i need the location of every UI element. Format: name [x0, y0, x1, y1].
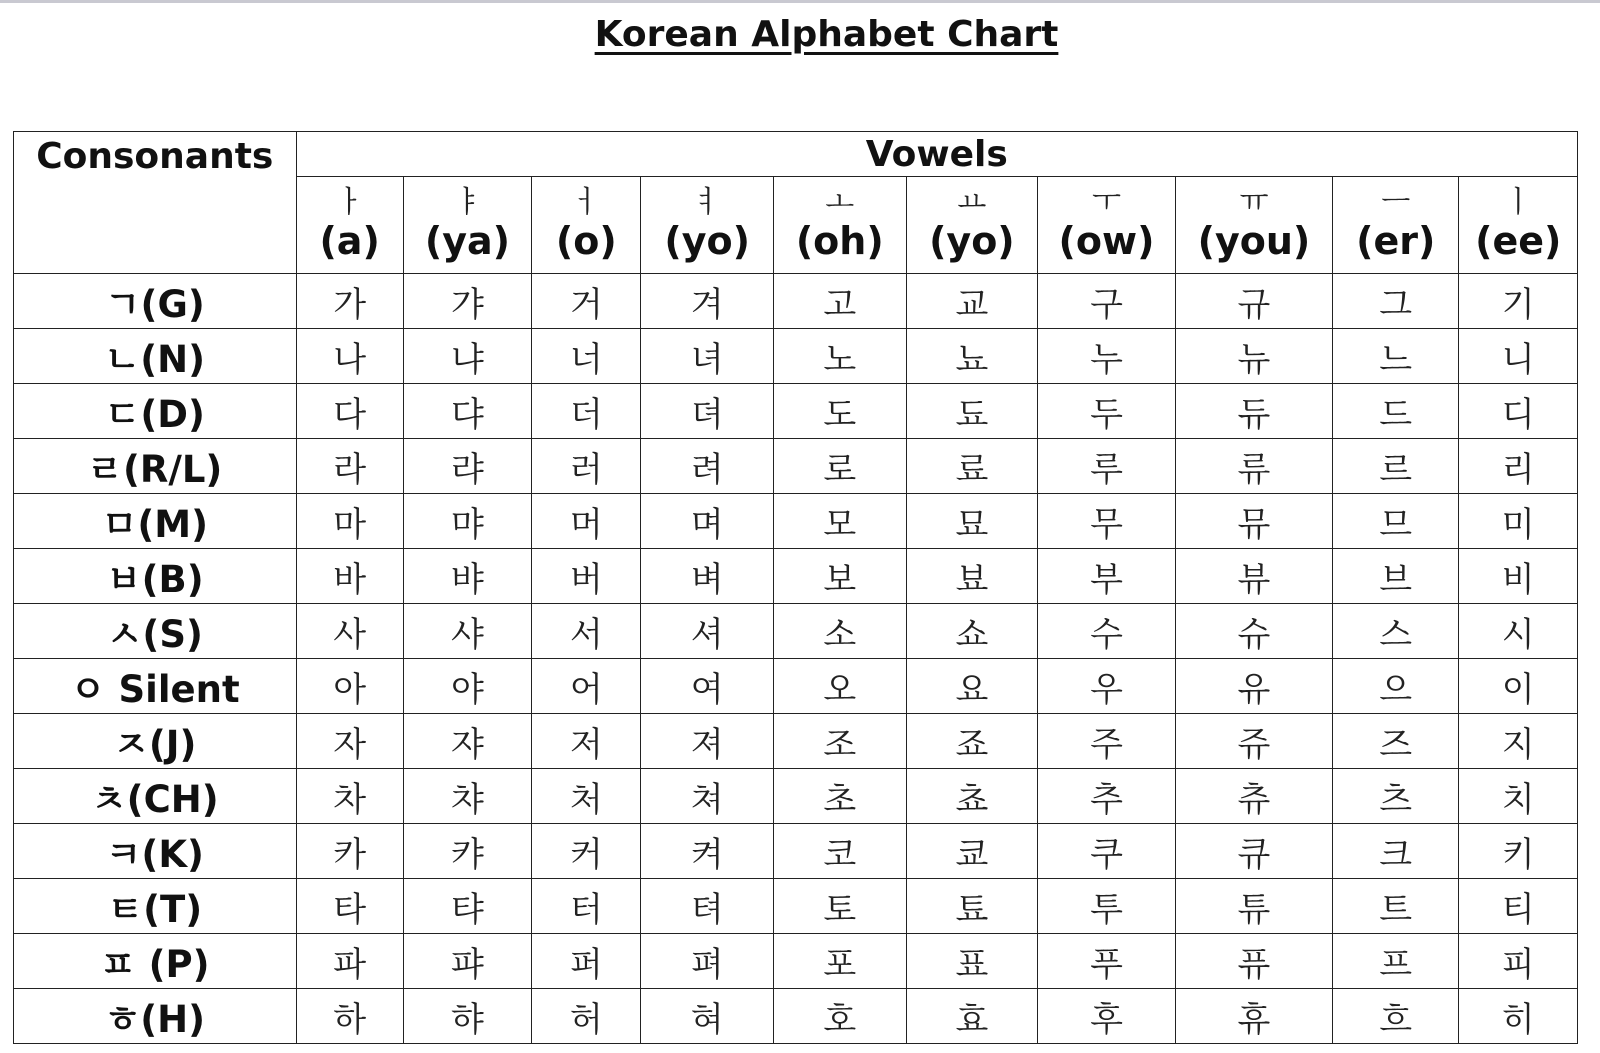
table-row: [14, 494, 1578, 549]
syllable-cell: 퍼: [532, 934, 641, 989]
syllable-cell: 하: [296, 989, 403, 1044]
vowel-romanization: (you): [1197, 219, 1311, 264]
syllable-cell: 져: [641, 714, 774, 769]
syllable-cell: 포: [773, 934, 906, 989]
syllable-cell: 튜: [1175, 879, 1332, 934]
syllable-cell: 도: [773, 384, 906, 439]
syllable-cell: 코: [773, 824, 906, 879]
table-row: [14, 549, 1578, 604]
syllable-cell: 투: [1038, 879, 1176, 934]
syllable-cell: 쟈: [403, 714, 532, 769]
syllable-cell: 툐: [906, 879, 1038, 934]
syllable-cell: 치: [1459, 769, 1578, 824]
syllable-cell: 버: [532, 549, 641, 604]
syllable-cell: 커: [532, 824, 641, 879]
syllable-cell: 머: [532, 494, 641, 549]
syllable-cell: 바: [296, 549, 403, 604]
syllable-cell: 호: [773, 989, 906, 1044]
syllable-cell: 마: [296, 494, 403, 549]
table-row: [14, 604, 1578, 659]
syllable-cell: 뇨: [906, 329, 1038, 384]
syllable-cell: 라: [296, 439, 403, 494]
consonant-cell: ㄴ(N): [14, 329, 297, 384]
syllable-cell: 펴: [641, 934, 774, 989]
syllable-cell: 쵸: [906, 769, 1038, 824]
syllable-cell: 어: [532, 659, 641, 714]
syllable-cell: 슈: [1175, 604, 1332, 659]
syllable-cell: 가: [296, 274, 403, 329]
syllable-cell: 뎌: [641, 384, 774, 439]
syllable-cell: 오: [773, 659, 906, 714]
syllable-cell: 랴: [403, 439, 532, 494]
syllable-cell: 려: [641, 439, 774, 494]
syllable-cell: 나: [296, 329, 403, 384]
consonant-cell: ㅎ(H): [14, 989, 297, 1044]
syllable-cell: 타: [296, 879, 403, 934]
syllable-cell: 주: [1038, 714, 1176, 769]
syllable-cell: 아: [296, 659, 403, 714]
syllable-cell: 효: [906, 989, 1038, 1044]
syllable-cell: 죠: [906, 714, 1038, 769]
syllable-cell: 켜: [641, 824, 774, 879]
vowel-header-cell: [641, 177, 774, 274]
vowel-header-cell: [532, 177, 641, 274]
consonant-cell: ㅇ Silent: [14, 659, 297, 714]
vowel-header-cell: [1038, 177, 1176, 274]
header-row: [14, 132, 1578, 177]
vowel-symbol: ㅓ: [571, 184, 601, 220]
syllable-cell: 햐: [403, 989, 532, 1044]
syllable-cell: 규: [1175, 274, 1332, 329]
consonant-cell: ㅌ(T): [14, 879, 297, 934]
syllable-cell: 브: [1332, 549, 1458, 604]
syllable-cell: 로: [773, 439, 906, 494]
syllable-cell: 쇼: [906, 604, 1038, 659]
syllable-cell: 캬: [403, 824, 532, 879]
syllable-cell: 츠: [1332, 769, 1458, 824]
syllable-cell: 거: [532, 274, 641, 329]
syllable-cell: 요: [906, 659, 1038, 714]
syllable-cell: 그: [1332, 274, 1458, 329]
vowel-symbol: ㅕ: [692, 184, 722, 220]
table-row: [14, 384, 1578, 439]
syllable-cell: 조: [773, 714, 906, 769]
syllable-cell: 쥬: [1175, 714, 1332, 769]
syllable-cell: 챠: [403, 769, 532, 824]
vowel-header-cell: [906, 177, 1038, 274]
vowel-romanization: (ya): [424, 219, 511, 264]
syllable-cell: 므: [1332, 494, 1458, 549]
table-row: [14, 329, 1578, 384]
consonant-cell: ㄹ(R/L): [14, 439, 297, 494]
vowel-symbol: ㅠ: [1239, 184, 1269, 220]
syllable-cell: 스: [1332, 604, 1458, 659]
consonant-cell: ㄱ(G): [14, 274, 297, 329]
vowel-romanization: (a): [319, 219, 380, 264]
syllable-cell: 뷰: [1175, 549, 1332, 604]
vowel-romanization: (o): [555, 219, 617, 264]
syllable-cell: 르: [1332, 439, 1458, 494]
syllable-cell: 푸: [1038, 934, 1176, 989]
table-row: [14, 934, 1578, 989]
syllable-cell: 히: [1459, 989, 1578, 1044]
syllable-cell: 류: [1175, 439, 1332, 494]
consonant-cell: ㅊ(CH): [14, 769, 297, 824]
syllable-cell: 무: [1038, 494, 1176, 549]
syllable-cell: 노: [773, 329, 906, 384]
syllable-cell: 시: [1459, 604, 1578, 659]
syllable-cell: 겨: [641, 274, 774, 329]
vowel-header-cell: [773, 177, 906, 274]
syllable-cell: 비: [1459, 549, 1578, 604]
syllable-cell: 녀: [641, 329, 774, 384]
vowel-symbol: ㅏ: [335, 184, 365, 220]
consonant-cell: ㅁ(M): [14, 494, 297, 549]
syllable-cell: 후: [1038, 989, 1176, 1044]
vowel-romanization: (ow): [1058, 219, 1155, 264]
table-body: [14, 274, 1578, 1044]
vowel-symbol: ㅑ: [452, 184, 482, 220]
syllable-cell: 차: [296, 769, 403, 824]
syllable-cell: 혀: [641, 989, 774, 1044]
syllable-cell: 모: [773, 494, 906, 549]
syllable-cell: 뱌: [403, 549, 532, 604]
vowel-header-cell: [1459, 177, 1578, 274]
syllable-cell: 고: [773, 274, 906, 329]
consonant-cell: ㅅ(S): [14, 604, 297, 659]
vowel-header-cell: [1175, 177, 1332, 274]
syllable-cell: 듀: [1175, 384, 1332, 439]
syllable-cell: 더: [532, 384, 641, 439]
syllable-cell: 휴: [1175, 989, 1332, 1044]
syllable-cell: 이: [1459, 659, 1578, 714]
syllable-cell: 크: [1332, 824, 1458, 879]
syllable-cell: 토: [773, 879, 906, 934]
syllable-cell: 느: [1332, 329, 1458, 384]
syllable-cell: 루: [1038, 439, 1176, 494]
vowel-romanization: (yo): [929, 219, 1015, 264]
table-row: [14, 714, 1578, 769]
vowel-symbol: ㅗ: [825, 184, 855, 220]
syllable-cell: 지: [1459, 714, 1578, 769]
alphabet-table: [13, 131, 1578, 1044]
syllable-cell: 보: [773, 549, 906, 604]
vowel-symbol: ㅡ: [1381, 184, 1411, 220]
syllable-cell: 기: [1459, 274, 1578, 329]
syllable-cell: 리: [1459, 439, 1578, 494]
top-divider: [0, 0, 1600, 3]
syllable-cell: 쿠: [1038, 824, 1176, 879]
syllable-cell: 여: [641, 659, 774, 714]
syllable-cell: 다: [296, 384, 403, 439]
syllable-cell: 유: [1175, 659, 1332, 714]
syllable-cell: 너: [532, 329, 641, 384]
syllable-cell: 키: [1459, 824, 1578, 879]
syllable-cell: 묘: [906, 494, 1038, 549]
consonant-cell: ㅂ(B): [14, 549, 297, 604]
table-row: [14, 659, 1578, 714]
syllable-cell: 파: [296, 934, 403, 989]
syllable-cell: 두: [1038, 384, 1176, 439]
vowel-header-cell: [1332, 177, 1458, 274]
consonant-cell: ㄷ(D): [14, 384, 297, 439]
syllable-cell: 쳐: [641, 769, 774, 824]
consonant-cell: ㅍ (P): [14, 934, 297, 989]
syllable-cell: 우: [1038, 659, 1176, 714]
table-row: [14, 769, 1578, 824]
syllable-cell: 텨: [641, 879, 774, 934]
syllable-cell: 저: [532, 714, 641, 769]
table-row: [14, 824, 1578, 879]
syllable-cell: 표: [906, 934, 1038, 989]
syllable-cell: 으: [1332, 659, 1458, 714]
table-row: [14, 274, 1578, 329]
syllable-cell: 쿄: [906, 824, 1038, 879]
syllable-cell: 자: [296, 714, 403, 769]
syllable-cell: 됴: [906, 384, 1038, 439]
consonants-header: Consonants: [14, 132, 297, 274]
syllable-cell: 뉴: [1175, 329, 1332, 384]
consonant-cell: ㅋ(K): [14, 824, 297, 879]
syllable-cell: 부: [1038, 549, 1176, 604]
vowel-romanization: (er): [1356, 219, 1436, 264]
syllable-cell: 디: [1459, 384, 1578, 439]
vowel-symbol: ㅛ: [957, 184, 987, 220]
syllable-cell: 프: [1332, 934, 1458, 989]
syllable-cell: 즈: [1332, 714, 1458, 769]
syllable-cell: 드: [1332, 384, 1458, 439]
syllable-cell: 샤: [403, 604, 532, 659]
vowel-header-cell: [296, 177, 403, 274]
syllable-cell: 추: [1038, 769, 1176, 824]
syllable-cell: 허: [532, 989, 641, 1044]
syllable-cell: 탸: [403, 879, 532, 934]
syllable-cell: 초: [773, 769, 906, 824]
syllable-cell: 며: [641, 494, 774, 549]
syllable-cell: 수: [1038, 604, 1176, 659]
syllable-cell: 큐: [1175, 824, 1332, 879]
syllable-cell: 댜: [403, 384, 532, 439]
vowel-header-cell: [403, 177, 532, 274]
syllable-cell: 벼: [641, 549, 774, 604]
table-row: [14, 439, 1578, 494]
vowels-header: Vowels: [296, 132, 1577, 177]
syllable-cell: 트: [1332, 879, 1458, 934]
vowel-symbol: ㅜ: [1092, 184, 1122, 220]
syllable-cell: 야: [403, 659, 532, 714]
syllable-cell: 피: [1459, 934, 1578, 989]
syllable-cell: 티: [1459, 879, 1578, 934]
syllable-cell: 서: [532, 604, 641, 659]
table-row: [14, 989, 1578, 1044]
vowel-romanization: (ee): [1475, 219, 1562, 264]
table-row: [14, 879, 1578, 934]
syllable-cell: 갸: [403, 274, 532, 329]
syllable-cell: 료: [906, 439, 1038, 494]
syllable-cell: 먀: [403, 494, 532, 549]
syllable-cell: 흐: [1332, 989, 1458, 1044]
syllable-cell: 사: [296, 604, 403, 659]
vowel-romanization: (oh): [795, 219, 884, 264]
syllable-cell: 뮤: [1175, 494, 1332, 549]
vowel-romanization: (yo): [664, 219, 750, 264]
syllable-cell: 러: [532, 439, 641, 494]
syllable-cell: 냐: [403, 329, 532, 384]
syllable-cell: 누: [1038, 329, 1176, 384]
syllable-cell: 터: [532, 879, 641, 934]
syllable-cell: 뵤: [906, 549, 1038, 604]
syllable-cell: 교: [906, 274, 1038, 329]
consonant-cell: ㅈ(J): [14, 714, 297, 769]
syllable-cell: 퍄: [403, 934, 532, 989]
syllable-cell: 처: [532, 769, 641, 824]
syllable-cell: 구: [1038, 274, 1176, 329]
syllable-cell: 셔: [641, 604, 774, 659]
syllable-cell: 니: [1459, 329, 1578, 384]
syllable-cell: 츄: [1175, 769, 1332, 824]
vowel-symbol: ㅣ: [1503, 184, 1533, 220]
syllable-cell: 카: [296, 824, 403, 879]
syllable-cell: 퓨: [1175, 934, 1332, 989]
syllable-cell: 소: [773, 604, 906, 659]
syllable-cell: 미: [1459, 494, 1578, 549]
page-title: Korean Alphabet Chart: [594, 14, 1059, 55]
